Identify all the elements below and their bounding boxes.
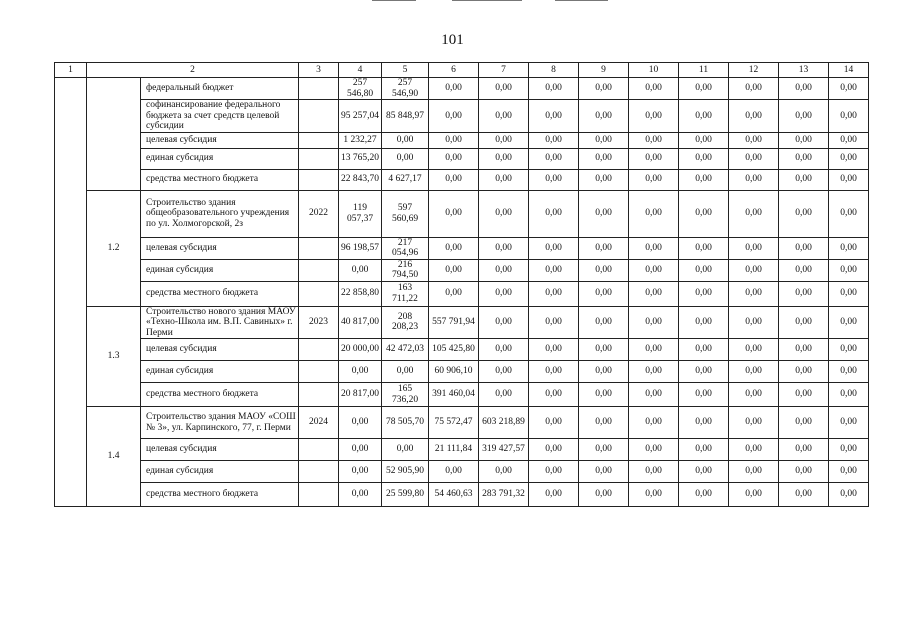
value-cell-col9: 0,00	[579, 383, 629, 407]
value-cell-col9: 0,00	[579, 132, 629, 148]
value-cell-col8: 0,00	[529, 169, 579, 190]
table-row	[55, 407, 869, 439]
value-cell-col9: 0,00	[579, 190, 629, 237]
value-cell-col12: 0,00	[729, 169, 779, 190]
value-cell-col11: 0,00	[679, 237, 729, 259]
value-cell-col12: 0,00	[729, 483, 779, 507]
item-name-cell: средства местного бюджета	[141, 281, 299, 306]
item-number-cell: 1.2	[87, 190, 141, 306]
value-cell-col11: 0,00	[679, 169, 729, 190]
value-cell-col6: 0,00	[429, 259, 479, 281]
value-cell-col13: 0,00	[779, 306, 829, 339]
value-cell-col4: 0,00	[339, 461, 382, 483]
item-name-cell: Строительство нового здания МАОУ «Техно-Школа им. В.П. Савиных» г. Перми	[141, 306, 299, 339]
value-cell-col11: 0,00	[679, 383, 729, 407]
value-cell-col6: 60 906,10	[429, 361, 479, 383]
value-cell-col5: 0,00	[382, 361, 429, 383]
value-cell-col9: 0,00	[579, 306, 629, 339]
value-cell-col9: 0,00	[579, 361, 629, 383]
value-cell-col6: 0,00	[429, 100, 479, 133]
value-cell-col5: 52 905,90	[382, 461, 429, 483]
value-cell-col13: 0,00	[779, 169, 829, 190]
value-cell-col13: 0,00	[779, 78, 829, 100]
value-cell-col6: 105 425,80	[429, 339, 479, 361]
value-cell-col7: 0,00	[479, 132, 529, 148]
header-cell: 7	[479, 63, 529, 78]
value-cell-col14: 0,00	[829, 339, 869, 361]
value-cell-col12: 0,00	[729, 100, 779, 133]
table-row	[55, 259, 869, 281]
value-cell-col11: 0,00	[679, 306, 729, 339]
value-cell-col7: 0,00	[479, 190, 529, 237]
value-cell-col12: 0,00	[729, 306, 779, 339]
value-cell-col8: 0,00	[529, 306, 579, 339]
item-number-cell: 1.4	[87, 407, 141, 507]
item-number-cell	[87, 78, 141, 191]
item-name-cell: целевая субсидия	[141, 439, 299, 461]
value-cell-col8: 0,00	[529, 78, 579, 100]
page-number: 101	[441, 32, 464, 48]
value-cell-col4: 0,00	[339, 439, 382, 461]
value-cell-col7: 0,00	[479, 281, 529, 306]
value-cell-col7: 0,00	[479, 100, 529, 133]
value-cell-col14: 0,00	[829, 259, 869, 281]
value-cell-col8: 0,00	[529, 100, 579, 133]
value-cell-col4: 13 765,20	[339, 148, 382, 169]
value-cell-col7: 283 791,32	[479, 483, 529, 507]
value-cell-col14: 0,00	[829, 483, 869, 507]
value-cell-col13: 0,00	[779, 407, 829, 439]
value-cell-col4: 96 198,57	[339, 237, 382, 259]
value-cell-col10: 0,00	[629, 190, 679, 237]
value-cell-col8: 0,00	[529, 383, 579, 407]
value-cell-col5: 42 472,03	[382, 339, 429, 361]
value-cell-col13: 0,00	[779, 148, 829, 169]
value-cell-col7: 0,00	[479, 339, 529, 361]
value-cell-col4: 95 257,04	[339, 100, 382, 133]
value-cell-col5: 0,00	[382, 439, 429, 461]
value-cell-col6: 557 791,94	[429, 306, 479, 339]
value-cell-col14: 0,00	[829, 361, 869, 383]
value-cell-col13: 0,00	[779, 190, 829, 237]
value-cell-col6: 54 460,63	[429, 483, 479, 507]
value-cell-col11: 0,00	[679, 132, 729, 148]
value-cell-col9: 0,00	[579, 100, 629, 133]
value-cell-col7: 0,00	[479, 361, 529, 383]
table-row	[55, 148, 869, 169]
value-cell-col7: 0,00	[479, 259, 529, 281]
value-cell-col12: 0,00	[729, 237, 779, 259]
value-cell-col14: 0,00	[829, 281, 869, 306]
value-cell-col10: 0,00	[629, 132, 679, 148]
value-cell-col5: 257 546,90	[382, 78, 429, 100]
value-cell-col13: 0,00	[779, 361, 829, 383]
value-cell-col13: 0,00	[779, 259, 829, 281]
year-cell	[299, 439, 339, 461]
value-cell-col12: 0,00	[729, 281, 779, 306]
value-cell-col10: 0,00	[629, 281, 679, 306]
value-cell-col11: 0,00	[679, 361, 729, 383]
value-cell-col10: 0,00	[629, 148, 679, 169]
header-cell: 1	[55, 63, 87, 78]
value-cell-col4: 20 000,00	[339, 339, 382, 361]
header-cell: 8	[529, 63, 579, 78]
value-cell-col7: 603 218,89	[479, 407, 529, 439]
value-cell-col10: 0,00	[629, 483, 679, 507]
value-cell-col9: 0,00	[579, 148, 629, 169]
year-cell: 2024	[299, 407, 339, 439]
budget-table	[54, 62, 869, 507]
value-cell-col6: 0,00	[429, 461, 479, 483]
value-cell-col10: 0,00	[629, 100, 679, 133]
top-rule-left	[372, 0, 416, 1]
header-cell: 2	[87, 63, 299, 78]
index-empty-cell	[55, 78, 87, 507]
value-cell-col13: 0,00	[779, 439, 829, 461]
header-cell: 12	[729, 63, 779, 78]
value-cell-col5: 78 505,70	[382, 407, 429, 439]
value-cell-col14: 0,00	[829, 383, 869, 407]
top-rule-middle	[452, 0, 522, 1]
value-cell-col9: 0,00	[579, 483, 629, 507]
value-cell-col4: 1 232,27	[339, 132, 382, 148]
value-cell-col14: 0,00	[829, 407, 869, 439]
value-cell-col9: 0,00	[579, 281, 629, 306]
value-cell-col10: 0,00	[629, 461, 679, 483]
value-cell-col14: 0,00	[829, 132, 869, 148]
value-cell-col9: 0,00	[579, 439, 629, 461]
value-cell-col8: 0,00	[529, 237, 579, 259]
value-cell-col14: 0,00	[829, 461, 869, 483]
value-cell-col10: 0,00	[629, 78, 679, 100]
item-name-cell: средства местного бюджета	[141, 169, 299, 190]
value-cell-col12: 0,00	[729, 78, 779, 100]
value-cell-col6: 0,00	[429, 169, 479, 190]
value-cell-col12: 0,00	[729, 190, 779, 237]
value-cell-col11: 0,00	[679, 190, 729, 237]
value-cell-col7: 0,00	[479, 169, 529, 190]
value-cell-col13: 0,00	[779, 132, 829, 148]
value-cell-col11: 0,00	[679, 339, 729, 361]
year-cell	[299, 361, 339, 383]
value-cell-col7: 0,00	[479, 237, 529, 259]
value-cell-col7: 0,00	[479, 306, 529, 339]
value-cell-col6: 0,00	[429, 281, 479, 306]
value-cell-col10: 0,00	[629, 361, 679, 383]
year-cell	[299, 259, 339, 281]
value-cell-col5: 217 054,96	[382, 237, 429, 259]
year-cell	[299, 339, 339, 361]
header-row	[55, 63, 869, 78]
value-cell-col9: 0,00	[579, 461, 629, 483]
value-cell-col12: 0,00	[729, 132, 779, 148]
year-cell: 2023	[299, 306, 339, 339]
table-row	[55, 461, 869, 483]
value-cell-col14: 0,00	[829, 237, 869, 259]
value-cell-col12: 0,00	[729, 361, 779, 383]
value-cell-col13: 0,00	[779, 100, 829, 133]
item-name-cell: единая субсидия	[141, 461, 299, 483]
table-row	[55, 339, 869, 361]
item-name-cell: единая субсидия	[141, 361, 299, 383]
value-cell-col6: 75 572,47	[429, 407, 479, 439]
value-cell-col5: 85 848,97	[382, 100, 429, 133]
value-cell-col11: 0,00	[679, 100, 729, 133]
header-cell: 4	[339, 63, 382, 78]
value-cell-col12: 0,00	[729, 383, 779, 407]
value-cell-col12: 0,00	[729, 148, 779, 169]
year-cell: 2022	[299, 190, 339, 237]
value-cell-col8: 0,00	[529, 439, 579, 461]
value-cell-col14: 0,00	[829, 439, 869, 461]
value-cell-col13: 0,00	[779, 383, 829, 407]
item-name-cell: средства местного бюджета	[141, 483, 299, 507]
value-cell-col5: 163 711,22	[382, 281, 429, 306]
item-name-cell: средства местного бюджета	[141, 383, 299, 407]
header-cell: 14	[829, 63, 869, 78]
value-cell-col11: 0,00	[679, 259, 729, 281]
value-cell-col10: 0,00	[629, 259, 679, 281]
value-cell-col8: 0,00	[529, 148, 579, 169]
table-row	[55, 190, 869, 237]
value-cell-col4: 22 858,80	[339, 281, 382, 306]
value-cell-col7: 0,00	[479, 78, 529, 100]
value-cell-col13: 0,00	[779, 483, 829, 507]
year-cell	[299, 169, 339, 190]
value-cell-col4: 0,00	[339, 259, 382, 281]
value-cell-col10: 0,00	[629, 439, 679, 461]
value-cell-col4: 0,00	[339, 361, 382, 383]
value-cell-col12: 0,00	[729, 407, 779, 439]
year-cell	[299, 148, 339, 169]
value-cell-col5: 165 736,20	[382, 383, 429, 407]
item-name-cell: Строительство здания общеобразовательного учреждения по ул. Холмогорской, 2з	[141, 190, 299, 237]
header-cell: 3	[299, 63, 339, 78]
value-cell-col13: 0,00	[779, 281, 829, 306]
table-row	[55, 306, 869, 339]
value-cell-col14: 0,00	[829, 78, 869, 100]
top-rule-right	[555, 0, 608, 1]
value-cell-col14: 0,00	[829, 148, 869, 169]
value-cell-col7: 0,00	[479, 148, 529, 169]
table-row	[55, 281, 869, 306]
value-cell-col11: 0,00	[679, 148, 729, 169]
value-cell-col12: 0,00	[729, 461, 779, 483]
table-row	[55, 483, 869, 507]
value-cell-col7: 0,00	[479, 383, 529, 407]
value-cell-col10: 0,00	[629, 339, 679, 361]
value-cell-col9: 0,00	[579, 169, 629, 190]
table-row	[55, 132, 869, 148]
value-cell-col9: 0,00	[579, 237, 629, 259]
value-cell-col4: 22 843,70	[339, 169, 382, 190]
value-cell-col13: 0,00	[779, 339, 829, 361]
value-cell-col10: 0,00	[629, 169, 679, 190]
value-cell-col14: 0,00	[829, 190, 869, 237]
item-name-cell: целевая субсидия	[141, 132, 299, 148]
year-cell	[299, 281, 339, 306]
value-cell-col5: 216 794,50	[382, 259, 429, 281]
value-cell-col7: 0,00	[479, 461, 529, 483]
value-cell-col10: 0,00	[629, 237, 679, 259]
year-cell	[299, 132, 339, 148]
value-cell-col11: 0,00	[679, 407, 729, 439]
value-cell-col10: 0,00	[629, 383, 679, 407]
value-cell-col9: 0,00	[579, 259, 629, 281]
value-cell-col5: 0,00	[382, 148, 429, 169]
value-cell-col9: 0,00	[579, 407, 629, 439]
value-cell-col6: 391 460,04	[429, 383, 479, 407]
header-cell: 5	[382, 63, 429, 78]
value-cell-col10: 0,00	[629, 306, 679, 339]
table-row	[55, 439, 869, 461]
year-cell	[299, 483, 339, 507]
item-name-cell: целевая субсидия	[141, 339, 299, 361]
value-cell-col13: 0,00	[779, 237, 829, 259]
value-cell-col10: 0,00	[629, 407, 679, 439]
value-cell-col4: 119 057,37	[339, 190, 382, 237]
table-row	[55, 383, 869, 407]
item-name-cell: софинансирование федерального бюджета за счет средств целевой субсидии	[141, 100, 299, 133]
value-cell-col11: 0,00	[679, 439, 729, 461]
value-cell-col8: 0,00	[529, 407, 579, 439]
year-cell	[299, 78, 339, 100]
value-cell-col4: 20 817,00	[339, 383, 382, 407]
value-cell-col12: 0,00	[729, 259, 779, 281]
value-cell-col14: 0,00	[829, 306, 869, 339]
value-cell-col11: 0,00	[679, 461, 729, 483]
item-name-cell: целевая субсидия	[141, 237, 299, 259]
value-cell-col11: 0,00	[679, 281, 729, 306]
value-cell-col14: 0,00	[829, 169, 869, 190]
table-row	[55, 361, 869, 383]
value-cell-col6: 0,00	[429, 78, 479, 100]
value-cell-col4: 0,00	[339, 483, 382, 507]
value-cell-col9: 0,00	[579, 78, 629, 100]
table-row	[55, 237, 869, 259]
header-cell: 11	[679, 63, 729, 78]
value-cell-col8: 0,00	[529, 259, 579, 281]
value-cell-col7: 319 427,57	[479, 439, 529, 461]
value-cell-col12: 0,00	[729, 439, 779, 461]
header-cell: 10	[629, 63, 679, 78]
value-cell-col5: 4 627,17	[382, 169, 429, 190]
year-cell	[299, 461, 339, 483]
table-row	[55, 100, 869, 133]
value-cell-col5: 597 560,69	[382, 190, 429, 237]
value-cell-col8: 0,00	[529, 361, 579, 383]
header-cell: 6	[429, 63, 479, 78]
value-cell-col5: 208 208,23	[382, 306, 429, 339]
value-cell-col11: 0,00	[679, 78, 729, 100]
header-cell: 13	[779, 63, 829, 78]
value-cell-col6: 0,00	[429, 148, 479, 169]
value-cell-col8: 0,00	[529, 461, 579, 483]
item-name-cell: Строительство здания МАОУ «СОШ № 3», ул. Карпинского, 77, г. Перми	[141, 407, 299, 439]
value-cell-col8: 0,00	[529, 339, 579, 361]
value-cell-col6: 0,00	[429, 132, 479, 148]
value-cell-col6: 0,00	[429, 190, 479, 237]
value-cell-col13: 0,00	[779, 461, 829, 483]
table-row	[55, 78, 869, 100]
value-cell-col8: 0,00	[529, 190, 579, 237]
value-cell-col9: 0,00	[579, 339, 629, 361]
item-name-cell: единая субсидия	[141, 259, 299, 281]
year-cell	[299, 383, 339, 407]
table-row	[55, 169, 869, 190]
value-cell-col4: 40 817,00	[339, 306, 382, 339]
value-cell-col4: 0,00	[339, 407, 382, 439]
year-cell	[299, 100, 339, 133]
year-cell	[299, 237, 339, 259]
value-cell-col11: 0,00	[679, 483, 729, 507]
item-name-cell: единая субсидия	[141, 148, 299, 169]
value-cell-col5: 0,00	[382, 132, 429, 148]
item-name-cell: федеральный бюджет	[141, 78, 299, 100]
value-cell-col6: 21 111,84	[429, 439, 479, 461]
value-cell-col14: 0,00	[829, 100, 869, 133]
item-number-cell: 1.3	[87, 306, 141, 407]
value-cell-col6: 0,00	[429, 237, 479, 259]
value-cell-col8: 0,00	[529, 281, 579, 306]
value-cell-col8: 0,00	[529, 132, 579, 148]
value-cell-col12: 0,00	[729, 339, 779, 361]
value-cell-col4: 257 546,80	[339, 78, 382, 100]
header-cell: 9	[579, 63, 629, 78]
value-cell-col5: 25 599,80	[382, 483, 429, 507]
value-cell-col8: 0,00	[529, 483, 579, 507]
